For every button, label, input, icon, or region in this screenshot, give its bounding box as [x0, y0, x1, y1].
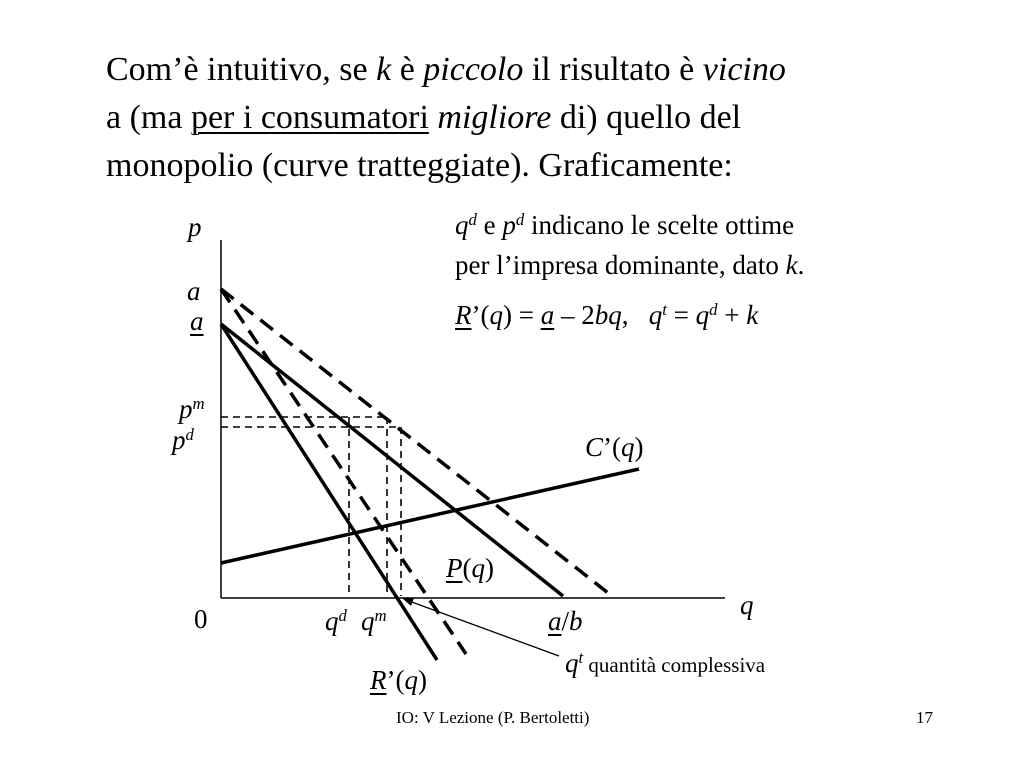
title-vicino: vicino: [702, 51, 786, 88]
origin-label: 0: [194, 604, 208, 634]
eq-text: ’(: [471, 300, 490, 330]
label-a-over-b: a/b: [548, 606, 583, 636]
footer-text: IO: V Lezione (P. Bertoletti): [396, 708, 590, 727]
axis-label-p: p: [188, 212, 202, 242]
label-P-q: P(q): [446, 553, 494, 583]
note-text: .: [797, 250, 805, 280]
eq-t: t: [662, 299, 667, 319]
note-q: q: [455, 210, 469, 240]
monopoly-marginal-revenue-dashed: [221, 289, 466, 654]
eq-text: ,: [621, 300, 629, 330]
title-text: a (ma: [106, 99, 191, 136]
label-R-q: R’(q): [370, 665, 427, 695]
label-pd: $p^d$: [172, 424, 194, 455]
eq-q: q: [695, 300, 710, 330]
title-piccolo: piccolo: [423, 51, 524, 88]
page-number: 17: [916, 708, 933, 727]
note-d: d: [468, 209, 477, 229]
note-p: p: [502, 210, 516, 240]
eq-q: q: [489, 300, 503, 330]
eq-q: q: [648, 300, 663, 330]
eq-d: d: [709, 299, 718, 319]
residual-demand-P: [221, 324, 563, 596]
label-C-q: C’(q): [585, 432, 644, 462]
marginal-cost-C: [221, 469, 639, 563]
note-k: k: [785, 250, 798, 280]
title-text: Com’è intuitivo, se: [106, 51, 377, 88]
eq-text: – 2: [554, 300, 595, 330]
eq-bq: bq: [594, 300, 622, 330]
title-migliore: migliore: [437, 99, 552, 136]
label-a-intercept: a: [187, 276, 201, 306]
qt-pointer-arrowhead: [402, 598, 414, 606]
eq-k: k: [746, 300, 759, 330]
title-k: k: [376, 51, 392, 88]
label-qd: $q^d$: [325, 605, 347, 636]
note-text: indicano le scelte ottime: [524, 210, 795, 240]
eq-R: R: [455, 300, 472, 330]
eq-a: a: [540, 300, 555, 330]
title-text: il risultato è: [523, 51, 703, 88]
axis-label-q: q: [740, 590, 754, 620]
label-pm: $p^m$: [179, 393, 205, 424]
qt-pointer-line: [409, 601, 559, 656]
eq-text: =: [666, 300, 696, 330]
note-text: per l’impresa dominante, dato: [455, 250, 786, 280]
title-text: di) quello del: [551, 99, 742, 136]
label-qt-total-quantity: $q^t$ quantità complessiva: [565, 647, 766, 678]
eq-text: ) =: [502, 300, 541, 330]
label-a-underlined: a: [190, 306, 204, 336]
note-d: d: [515, 209, 525, 229]
eq-text: +: [717, 300, 747, 330]
title-per-i-consumatori: per i consumatori: [190, 99, 429, 136]
label-qm: $q^m$: [361, 605, 387, 636]
title-text: è: [391, 51, 424, 88]
note-text: e: [476, 210, 503, 240]
title-line-3: monopolio (curve tratteggiate). Graficamente:: [106, 147, 733, 184]
